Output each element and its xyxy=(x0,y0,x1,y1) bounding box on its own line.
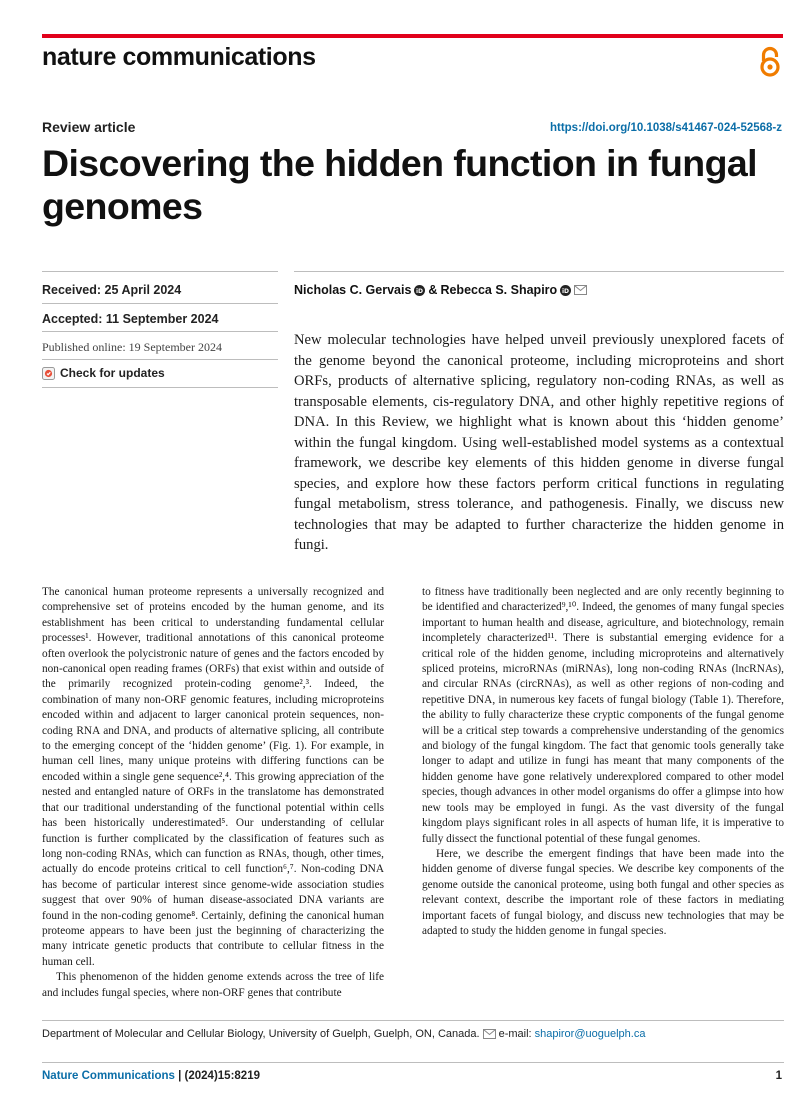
mail-icon xyxy=(483,1029,496,1039)
affiliation-divider xyxy=(42,1020,784,1021)
body-paragraph: Here, we describe the emergent findings that have been made into the hidden genome of diverse fungal species. We describe key components of the genome outside the canonical proteome, using both fungal and other species as relevant context, describe the important role of these factors in mediating important facets of fungal biology, and discuss new technologies that may be adapted to study the hidden genome in fungal species. xyxy=(422,847,784,937)
received-date: Received: 25 April 2024 xyxy=(42,283,182,297)
mail-icon[interactable] xyxy=(574,285,587,295)
affiliation-text: Department of Molecular and Cellular Biology, University of Guelph, Guelph, ON, Canada. xyxy=(42,1028,480,1040)
orcid-icon[interactable] xyxy=(414,285,425,296)
meta-divider xyxy=(42,359,278,360)
published-date: Published online: 19 September 2024 xyxy=(42,340,222,354)
author-divider xyxy=(294,271,784,272)
body-paragraph: This phenomenon of the hidden genome extends across the tree of life and includes fungal species, where non-ORF genes that contribute xyxy=(42,971,384,999)
journal-name[interactable]: nature communications xyxy=(42,43,316,71)
accepted-date: Accepted: 11 September 2024 xyxy=(42,312,219,326)
check-for-updates-button[interactable] xyxy=(42,366,165,380)
author-separator: & xyxy=(428,283,438,297)
page-number: 1 xyxy=(775,1070,782,1082)
svg-text:iD: iD xyxy=(562,287,570,295)
meta-divider xyxy=(42,387,278,388)
footer-volume: | (2024)15:8219 xyxy=(178,1070,260,1082)
affiliation xyxy=(42,1028,645,1040)
body-paragraph: to fitness have traditionally been neglected and are only recently beginning to be identified and characterized⁹,¹⁰. Indeed, the genomes of many fungal species important to human health and disease, agriculture, and biotechnology, remain incompletely characterized¹¹. There is substantial emerging evidence for a critical role of the hidden genome, including microproteins and alternatively spliced proteins, microRNAs (miRNAs), long non-coding RNAs (lncRNAs), and circular RNAs (circRNAs), as well as other regions of non-coding and repetitive DNA, in numerous key facets of fungal biology (Table 1). Therefore, the ability to fully characterize these cryptic components of the fungal genome will be a critical step towards a comprehensive understanding of the genomics and biology of the fungal kingdom. The fact that genomic tools generally take longer to adapt and utilize in fungi has meant that many components of the hidden genome have gone relatively underexplored compared to other model species, though advances in other model organisms do offer a glimpse into how new tools may be employed in fungi. As the vast diversity of the fungal kingdom plays significant roles in all aspects of human life, it is imperative to fully dissect the functional potential of these fungal genomes. xyxy=(422,586,784,845)
meta-divider xyxy=(42,331,278,332)
author-name[interactable]: Nicholas C. Gervais xyxy=(294,283,412,297)
body-column-left xyxy=(42,585,384,1001)
footer-divider xyxy=(42,1062,784,1063)
orcid-icon[interactable] xyxy=(560,285,571,296)
header-accent-bar xyxy=(42,34,783,38)
svg-text:iD: iD xyxy=(416,287,424,295)
check-updates-icon xyxy=(42,367,55,380)
article-type: Review article xyxy=(42,119,136,135)
open-access-icon xyxy=(757,46,783,78)
email-link[interactable]: shapiror@uoguelph.ca xyxy=(534,1028,646,1040)
footer-citation xyxy=(42,1070,260,1082)
author-name[interactable]: Rebecca S. Shapiro xyxy=(440,283,558,297)
abstract: New molecular technologies have helped unveil previously unexplored facets of the genome beyond the canonical proteome, including microproteins and short ORFs, products of alternative splicing, regulatory non-coding RNAs, as well as transposable elements, cis-regulatory DNA, and other highly repetitive regions of DNA. In this Review, we highlight what is known about this ‘hidden genome’ within the fungal kingdom. Using well-established model systems as a contextual framework, we describe key elements of this hidden genome in diverse fungal species, and explore how these factors perform critical functions in regulating fungal metabolism, stress tolerance, and pathogenesis. Finally, we discuss new technologies that may be adapted to further characterize the hidden genome in fungi. xyxy=(294,332,784,553)
check-updates-label: Check for updates xyxy=(60,366,165,380)
meta-divider xyxy=(42,303,278,304)
doi-link[interactable]: https://doi.org/10.1038/s41467-024-52568-z xyxy=(549,122,782,134)
email-label: e-mail: xyxy=(498,1028,532,1040)
body-paragraph: The canonical human proteome represents a universally recognized and comprehensive set of proteins encoded by the human genome, and its establishment has been critical to understanding fundamental cellular processes¹. However, traditional annotations of this canonical proteome often overlook the polycistronic nature of genes and the factors encoded by non-canonical open reading frames (ORFs) that exist within and outside of the primarily recognized protein-coding genome²,³. Indeed, the combination of many non-ORF genomic features, including microproteins encoded within and adjacent to larger canonical protein sequences, non-coding RNA and DNA, and products of alternative splicing, all contribute to the emerging concept of the ‘hidden genome’ (Fig. 1). For example, in human cell lines, many unique proteins with differing functions can be encoded within a single gene sequence²,⁴. This growing appreciation of the nested and entangled nature of ORFs in the translatome has demonstrated that our traditional understanding of the functional potential within cells has been historically underestimated⁵. Our understanding of cellular function is further complicated by the classification of features such as long non-coding RNAs, which can function as RNAs, though, other times, actually do encode proteins critical to cell function⁶,⁷. Non-coding DNA has become of particular interest since genome-wide association studies suggest that over 90% of human disease-associated DNA variants are found in the non-coding genome⁸. Certainly, defining the canonical human proteome appears to have been just the beginning of characterizing the many intricate genetic products that contribute to cellular fitness in the human cell. xyxy=(42,586,384,968)
meta-divider xyxy=(42,271,278,272)
footer-journal-link[interactable]: Nature Communications xyxy=(42,1070,175,1082)
article-title: Discovering the hidden function in fungal genomes xyxy=(42,142,757,227)
body-column-right xyxy=(422,585,784,939)
author-list xyxy=(294,283,587,297)
